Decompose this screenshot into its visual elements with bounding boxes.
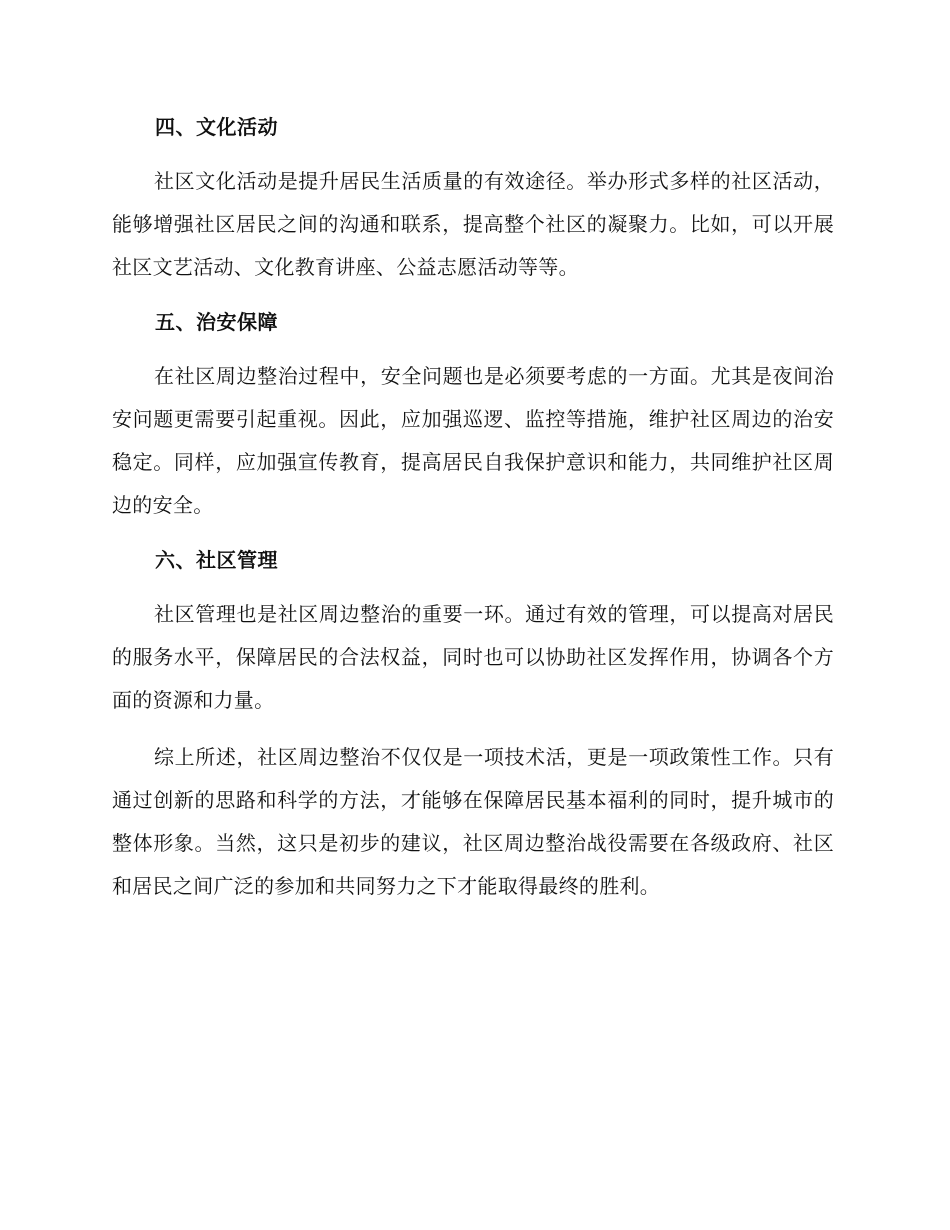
section-heading-culture: 四、文化活动: [155, 115, 278, 139]
document-body: [112, 108, 834, 908]
section-paragraph-management: 社区管理也是社区周边整治的重要一环。通过有效的管理，可以提高对居民的服务水平，保障居民的合法权益，同时也可以协助社区发挥作用，协调各个方面的资源和力量。: [112, 602, 834, 712]
section-heading-management: 六、社区管理: [155, 548, 278, 572]
section-paragraph-culture: 社区文化活动是提升居民生活质量的有效途径。举办形式多样的社区活动，能够增强社区居民之间的沟通和联系，提高整个社区的凝聚力。比如，可以开展社区文艺活动、文化教育讲座、公益志愿活动等等。: [112, 169, 834, 279]
conclusion-paragraph: 综上所述，社区周边整治不仅仅是一项技术活，更是一项政策性工作。只有通过创新的思路和科学的方法，才能够在保障居民基本福利的同时，提升城市的整体形象。当然，这只是初步的建议，社区周边整治战役需要在各级政府、社区和居民之间广泛的参加和共同努力之下才能取得最终的胜利。: [112, 745, 834, 898]
section-heading-security: 五、治安保障: [155, 310, 278, 334]
section-paragraph-security: 在社区周边整治过程中，安全问题也是必须要考虑的一方面。尤其是夜间治安问题更需要引起重视。因此，应加强巡逻、监控等措施，维护社区周边的治安稳定。同样，应加强宣传教育，提高居民自我保护意识和能力，共同维护社区周边的安全。: [112, 364, 834, 517]
